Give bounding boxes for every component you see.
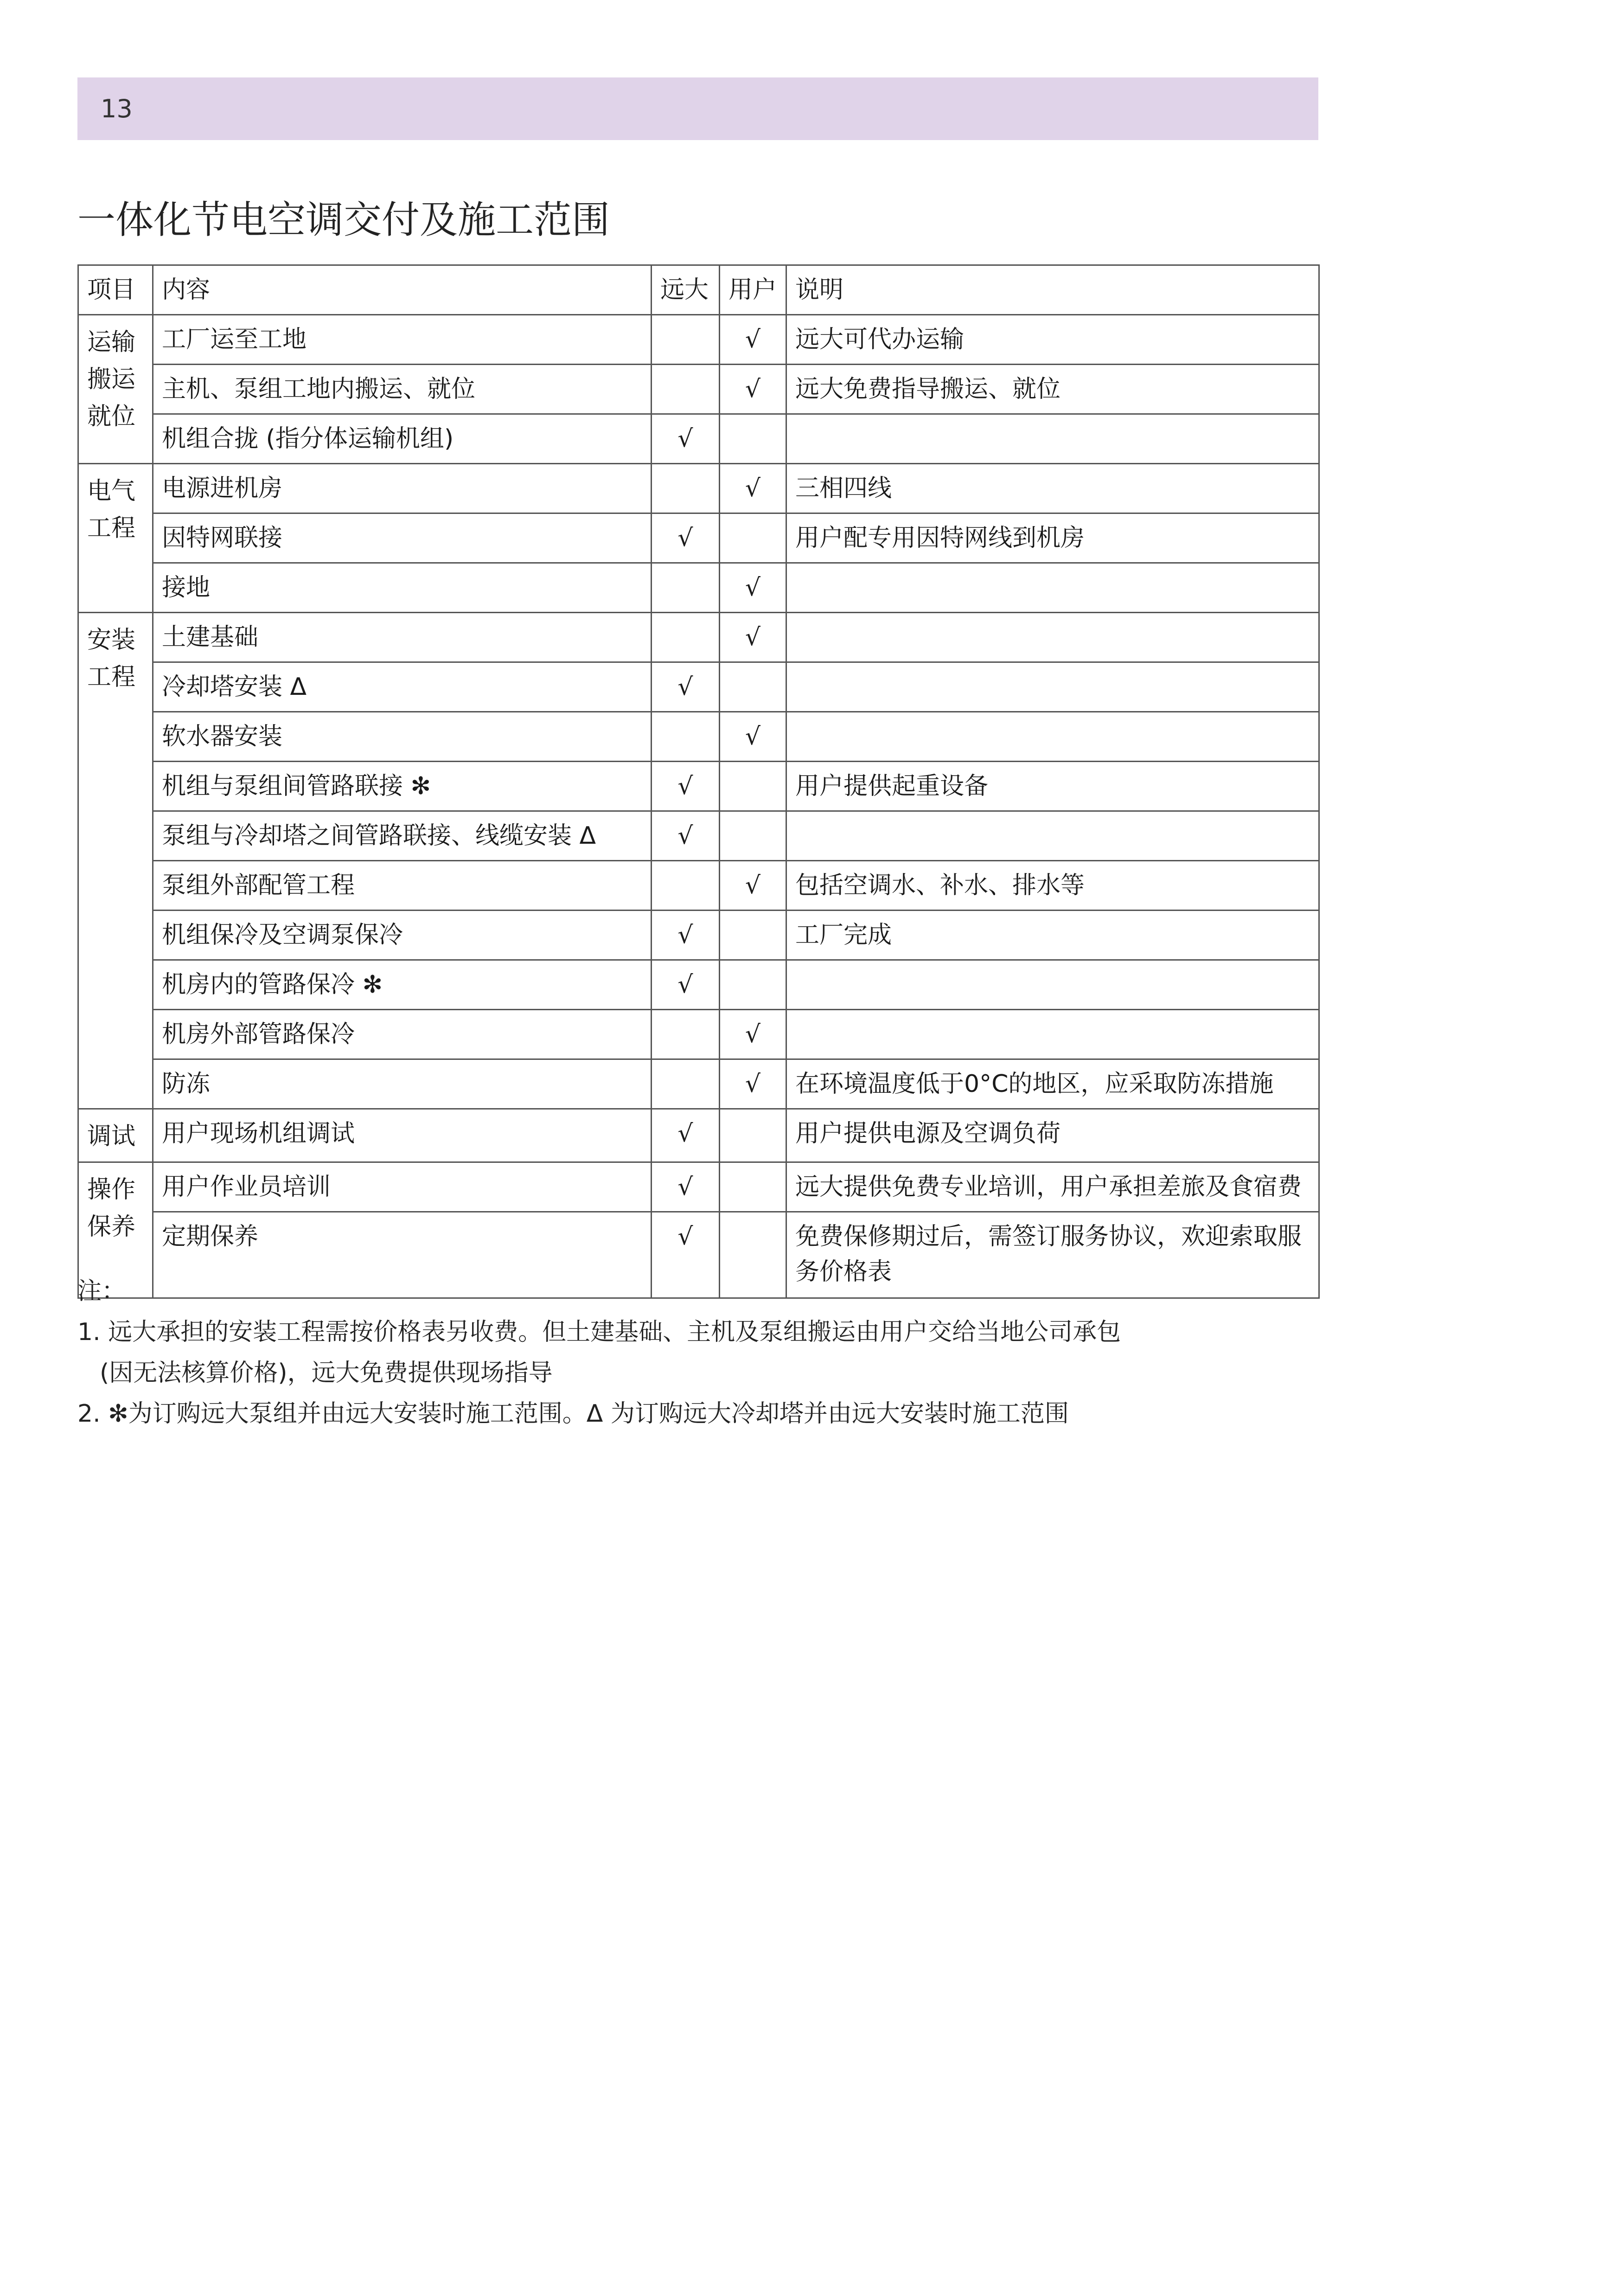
note-cell: [786, 563, 1319, 613]
yuanda-cell: √: [652, 414, 720, 464]
note-cell: 远大提供免费专业培训，用户承担差旅及食宿费: [786, 1162, 1319, 1212]
table-row: [78, 315, 1319, 365]
note-item: 1. 远大承担的安装工程需按价格表另收费。但土建基础、主机及泵组搬运由用户交给当地公司承包: [77, 1318, 1121, 1346]
yuanda-cell: √: [652, 662, 720, 712]
yuanda-cell: [652, 712, 720, 762]
table-row: [78, 861, 1319, 911]
yuanda-cell: √: [652, 960, 720, 1010]
header-content: 内容: [153, 265, 652, 315]
user-cell: √: [720, 613, 786, 662]
user-cell: √: [720, 563, 786, 613]
table-row: [78, 613, 1319, 662]
page-title: 一体化节电空调交付及施工范围: [77, 198, 610, 242]
yuanda-cell: √: [652, 762, 720, 811]
user-cell: [720, 762, 786, 811]
category-cell: 安装工程: [78, 613, 153, 1109]
header-user: 用户: [720, 265, 786, 315]
content-cell: 泵组与冷却塔之间管路联接、线缆安装 Δ: [153, 811, 652, 861]
note-cell: 在环境温度低于0°C的地区，应采取防冻措施: [786, 1059, 1319, 1109]
content-cell: 接地: [153, 563, 652, 613]
notes-heading: 注：: [77, 1277, 126, 1305]
table-row: [78, 365, 1319, 414]
table-row: [78, 1010, 1319, 1059]
note-cell: [786, 613, 1319, 662]
yuanda-cell: √: [652, 1212, 720, 1298]
note-cell: 包括空调水、补水、排水等: [786, 861, 1319, 911]
table-row: [78, 563, 1319, 613]
table-row: [78, 662, 1319, 712]
user-cell: √: [720, 1059, 786, 1109]
page-number: 13: [101, 94, 133, 123]
note-cell: 用户提供起重设备: [786, 762, 1319, 811]
note-cell: [786, 960, 1319, 1010]
yuanda-cell: [652, 613, 720, 662]
yuanda-cell: √: [652, 1109, 720, 1162]
yuanda-cell: [652, 365, 720, 414]
user-cell: [720, 1109, 786, 1162]
user-cell: [720, 1162, 786, 1212]
note-cell: 用户配专用因特网线到机房: [786, 513, 1319, 563]
content-cell: 工厂运至工地: [153, 315, 652, 365]
note-cell: 远大免费指导搬运、就位: [786, 365, 1319, 414]
table-row: [78, 513, 1319, 563]
note-cell: [786, 1010, 1319, 1059]
yuanda-cell: [652, 315, 720, 365]
category-cell: 操作保养: [78, 1162, 153, 1298]
note-cell: 用户提供电源及空调负荷: [786, 1109, 1319, 1162]
yuanda-cell: √: [652, 513, 720, 563]
note-cell: 三相四线: [786, 464, 1319, 513]
yuanda-cell: √: [652, 811, 720, 861]
note-cell: [786, 712, 1319, 762]
content-cell: 机组合拢 (指分体运输机组): [153, 414, 652, 464]
header-item: 项目: [78, 265, 153, 315]
yuanda-cell: [652, 861, 720, 911]
scope-table: [77, 264, 1320, 1299]
user-cell: [720, 960, 786, 1010]
table-header-row: [78, 265, 1319, 315]
table-row: [78, 1059, 1319, 1109]
note-cell: [786, 662, 1319, 712]
content-cell: 电源进机房: [153, 464, 652, 513]
table-row: [78, 811, 1319, 861]
content-cell: 机房内的管路保冷 ✻: [153, 960, 652, 1010]
user-cell: [720, 811, 786, 861]
content-cell: 机组保冷及空调泵保冷: [153, 911, 652, 960]
note-item: 2. ✻为订购远大泵组并由远大安装时施工范围。Δ 为订购远大冷却塔并由远大安装时施工范围: [77, 1400, 1069, 1428]
user-cell: [720, 662, 786, 712]
content-cell: 用户现场机组调试: [153, 1109, 652, 1162]
content-cell: 因特网联接: [153, 513, 652, 563]
content-cell: 定期保养: [153, 1212, 652, 1298]
content-cell: 用户作业员培训: [153, 1162, 652, 1212]
note-cell: [786, 414, 1319, 464]
note-cell: 远大可代办运输: [786, 315, 1319, 365]
yuanda-cell: √: [652, 1162, 720, 1212]
yuanda-cell: √: [652, 911, 720, 960]
user-cell: [720, 513, 786, 563]
header-note: 说明: [786, 265, 1319, 315]
user-cell: [720, 911, 786, 960]
table-row: [78, 464, 1319, 513]
category-cell: 电气工程: [78, 464, 153, 613]
yuanda-cell: [652, 1059, 720, 1109]
content-cell: 土建基础: [153, 613, 652, 662]
content-cell: 机房外部管路保冷: [153, 1010, 652, 1059]
user-cell: √: [720, 1010, 786, 1059]
content-cell: 主机、泵组工地内搬运、就位: [153, 365, 652, 414]
content-cell: 冷却塔安装 Δ: [153, 662, 652, 712]
page-header-band: [77, 77, 1318, 140]
content-cell: 软水器安装: [153, 712, 652, 762]
yuanda-cell: [652, 464, 720, 513]
table-row: [78, 762, 1319, 811]
note-cell: 免费保修期过后，需签订服务协议，欢迎索取服务价格表: [786, 1212, 1319, 1298]
content-cell: 防冻: [153, 1059, 652, 1109]
table-row: [78, 1109, 1319, 1162]
table-row: [78, 960, 1319, 1010]
note-cell: 工厂完成: [786, 911, 1319, 960]
category-cell: 调试: [78, 1109, 153, 1162]
content-cell: 泵组外部配管工程: [153, 861, 652, 911]
yuanda-cell: [652, 563, 720, 613]
yuanda-cell: [652, 1010, 720, 1059]
note-cell: [786, 811, 1319, 861]
table-row: [78, 712, 1319, 762]
table-row: [78, 414, 1319, 464]
user-cell: √: [720, 315, 786, 365]
user-cell: √: [720, 365, 786, 414]
category-cell: 运输搬运就位: [78, 315, 153, 464]
content-cell: 机组与泵组间管路联接 ✻: [153, 762, 652, 811]
header-yuanda: 远大: [652, 265, 720, 315]
table-row: [78, 1162, 1319, 1212]
user-cell: √: [720, 861, 786, 911]
note-item: (因无法核算价格)，远大免费提供现场指导: [100, 1359, 553, 1387]
user-cell: √: [720, 464, 786, 513]
user-cell: √: [720, 712, 786, 762]
notes-section: [77, 1271, 1329, 1434]
user-cell: [720, 414, 786, 464]
table-row: [78, 911, 1319, 960]
